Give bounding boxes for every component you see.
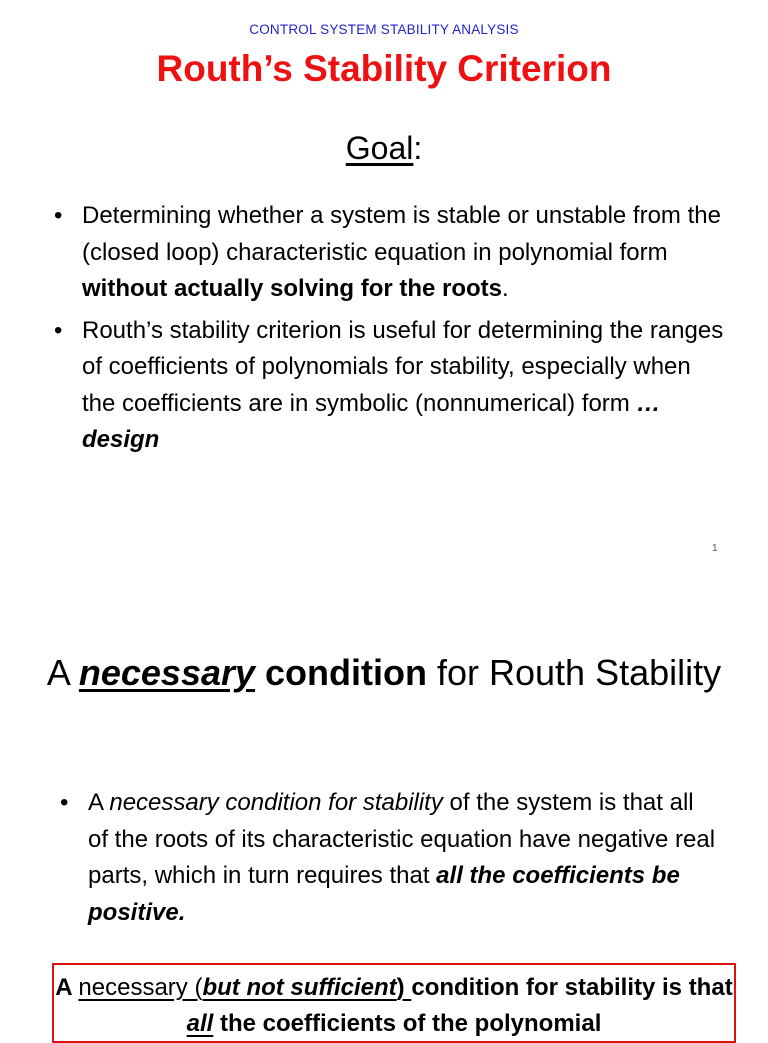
page-number: 1 (712, 543, 718, 554)
goal-word: Goal (345, 130, 414, 166)
bullet-dot-icon: • (60, 789, 69, 816)
box-text: condition for stability is that (411, 974, 733, 1001)
bullet-text: Determining whether a system is stable or unstable from the (closed loop) characteristic equation in polynomial form (82, 202, 721, 266)
bullet-italic-text: necessary condition for stability (109, 789, 443, 816)
box-paren-open: ( (187, 974, 203, 1001)
goal-heading (0, 130, 768, 167)
slide-title (0, 647, 768, 698)
bullet-item (54, 313, 724, 459)
slide-title: Routh’s Stability Criterion (156, 48, 612, 89)
bullet-text: A (88, 789, 110, 816)
box-text: the coefficients of the polynomial (213, 1010, 602, 1037)
box-necessary: necessary (78, 974, 188, 1001)
title-necessary: necessary (78, 652, 256, 693)
highlight-box (52, 963, 736, 1043)
condition-bullet-list (60, 785, 720, 936)
box-paren-close: ) (396, 974, 412, 1001)
slide-2 (0, 565, 768, 1037)
box-text: A (55, 974, 79, 1001)
goal-colon: : (413, 130, 423, 166)
bullet-text: Routh’s stability criterion is useful for determining the ranges of coefficients of polynomials for stability, especially when the coefficients are in symbolic (nonnumerical) form (82, 316, 724, 417)
bullet-text: of the system is that all of the roots of its characteristic equation have negative real parts, which in turn requires that (88, 789, 716, 889)
title-part: A (46, 652, 79, 693)
bullet-bold-italic-text: …design (82, 389, 661, 453)
title-condition: condition (255, 652, 427, 693)
bullet-bold-text: without actually solving for the roots (82, 275, 503, 302)
bullet-dot-icon: • (54, 202, 63, 229)
goal-bullet-list (54, 198, 724, 464)
bullet-item (54, 198, 724, 308)
bullet-bold-italic-text: all the coefficients be positive. (88, 862, 680, 926)
box-all: all (186, 1010, 214, 1037)
slide-header: CONTROL SYSTEM STABILITY ANALYSIS (249, 22, 519, 37)
bullet-text-end: . (502, 275, 509, 302)
bullet-dot-icon: • (54, 316, 63, 344)
title-rest: for Routh Stability (427, 652, 722, 693)
box-but-not-sufficient: but not sufficient (202, 974, 397, 1001)
bullet-item (60, 785, 720, 931)
